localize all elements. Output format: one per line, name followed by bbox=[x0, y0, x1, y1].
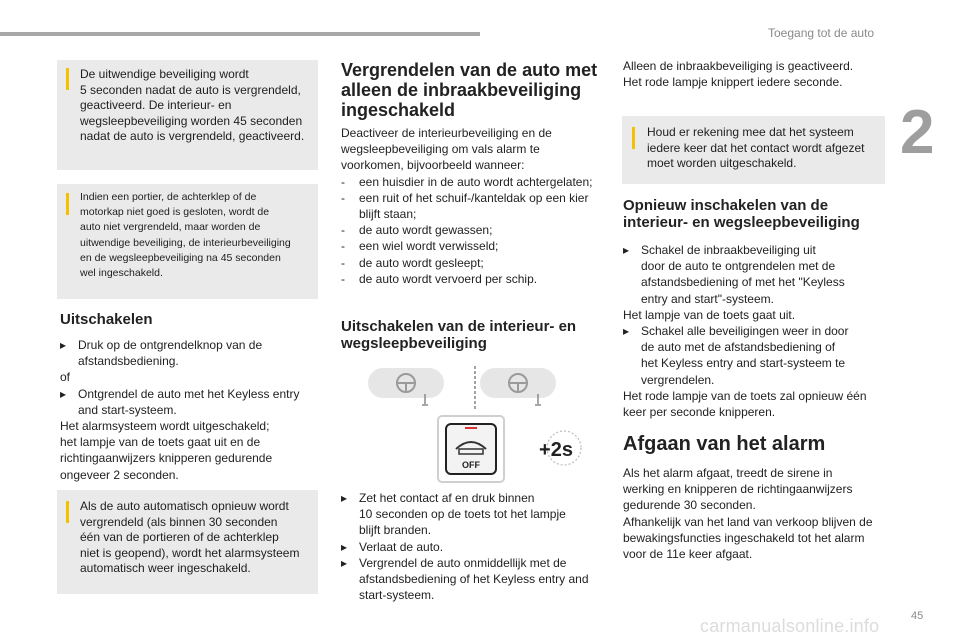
text-line bbox=[60, 418, 320, 434]
list-text: Druk op de ontgrendelknop van de bbox=[78, 338, 263, 352]
text-line: Uitschakelen van de interieur- en bbox=[341, 318, 577, 335]
text-line bbox=[623, 274, 893, 290]
text-line: iedere keer dat het contact wordt afgezet bbox=[647, 140, 865, 155]
list-text: de auto met de afstandsbediening of bbox=[641, 340, 836, 355]
list-text: wegsleepbeveiliging om vals alarm te bbox=[341, 142, 540, 157]
alarm-triggered-text bbox=[623, 465, 893, 562]
heading-disable-interior bbox=[341, 318, 576, 352]
list-text: Vergrendel de auto onmiddellijk met de bbox=[359, 555, 567, 570]
list-text: een wiel wordt verwisseld; bbox=[359, 239, 499, 254]
text-line bbox=[60, 450, 320, 466]
text-line bbox=[341, 587, 606, 603]
text-line bbox=[623, 307, 893, 323]
arrow-marker-icon: ▸ bbox=[623, 243, 630, 257]
list-item bbox=[341, 222, 606, 238]
text-line: en de wegsleepbeveiliging na 45 seconden bbox=[80, 251, 281, 264]
text-line: werking en knipperen de richtingaanwijzers bbox=[623, 482, 853, 497]
text-line bbox=[60, 434, 320, 450]
text-line bbox=[623, 355, 893, 371]
alarm-button-illustration bbox=[368, 364, 584, 494]
text-line: geactiveerd. De interieur- en bbox=[80, 98, 232, 113]
list-text: blijft branden. bbox=[359, 523, 432, 538]
note-text bbox=[80, 499, 299, 577]
text-line bbox=[623, 291, 893, 307]
text-line: Als de auto automatisch opnieuw wordt bbox=[80, 499, 289, 513]
heading-alarm-triggered: Afgaan van het alarm bbox=[623, 433, 826, 455]
note-marker bbox=[66, 193, 69, 215]
chapter-number: 2 bbox=[900, 98, 935, 167]
arrow-marker-icon: ▸ bbox=[341, 539, 348, 554]
text-line bbox=[341, 571, 606, 587]
list-text: de auto wordt gewassen; bbox=[359, 223, 493, 238]
text-line bbox=[341, 125, 606, 141]
dash-marker: - bbox=[341, 239, 345, 254]
list-text: Zet het contact af en druk binnen bbox=[359, 491, 535, 505]
text-line bbox=[341, 522, 606, 538]
text-line: ingeschakeld bbox=[341, 100, 456, 120]
text-line bbox=[60, 353, 320, 369]
text-line: Opnieuw inschakelen van de bbox=[623, 197, 829, 214]
dash-marker: - bbox=[341, 271, 345, 286]
text-line: wegsleepbeveiliging worden 45 seconden bbox=[80, 113, 303, 128]
text-line: voor de 11e keer afgaat. bbox=[623, 547, 753, 562]
text-line: nadat de auto is vergrendeld, geactiveerd. bbox=[80, 129, 305, 144]
text-line bbox=[60, 467, 320, 483]
text-line bbox=[341, 206, 606, 222]
list-text: de auto wordt gesleept; bbox=[359, 255, 484, 270]
text-line: moet worden uitgeschakeld. bbox=[647, 156, 797, 171]
list-item bbox=[623, 242, 893, 258]
list-text: blijft staan; bbox=[359, 207, 417, 222]
list-text: ongeveer 2 seconden. bbox=[60, 467, 179, 482]
list-text: start-systeem. bbox=[359, 588, 435, 603]
list-item bbox=[60, 386, 320, 402]
text-line: niet is geopend), wordt het alarmsysteem bbox=[80, 545, 300, 560]
text-line: 5 seconden nadat de auto is vergrendeld, bbox=[80, 82, 301, 97]
dash-marker: - bbox=[341, 223, 345, 238]
text-line: uitwendige beveiliging, de interieurbeveiliging bbox=[80, 236, 291, 249]
note-marker bbox=[632, 127, 635, 149]
heading-uitschakelen: Uitschakelen bbox=[60, 311, 153, 328]
list-item bbox=[60, 337, 320, 353]
list-text: keer per seconde knipperen. bbox=[623, 405, 776, 420]
list-text: het lampje van de toets gaat uit en de bbox=[60, 435, 261, 450]
note-marker bbox=[66, 68, 69, 90]
note-exterior-protection bbox=[57, 60, 318, 170]
note-auto-relock bbox=[57, 490, 318, 594]
note-text bbox=[80, 67, 304, 145]
list-text: Verlaat de auto. bbox=[359, 539, 444, 554]
text-line: motorkap niet goed is gesloten, wordt de bbox=[80, 206, 270, 219]
text-line bbox=[623, 258, 893, 274]
text-line: Indien een portier, de achterklep of de bbox=[80, 191, 257, 203]
list-text: een huisdier in de auto wordt achtergelaten; bbox=[359, 174, 593, 189]
text-line: interieur- en wegsleepbeveiliging bbox=[623, 214, 860, 231]
list-text: Het alarmsysteem wordt uitgeschakeld; bbox=[60, 419, 270, 434]
arrow-marker-icon: ▸ bbox=[623, 324, 630, 339]
list-item bbox=[341, 174, 606, 190]
text-line: vergrendeld (als binnen 30 seconden bbox=[80, 514, 278, 529]
text-line bbox=[623, 388, 893, 404]
text-line bbox=[60, 402, 320, 418]
text-line bbox=[623, 372, 893, 388]
list-text: 10 seconden op de toets tot het lampje bbox=[359, 507, 566, 522]
dash-marker: - bbox=[341, 255, 345, 270]
disarm-instructions bbox=[60, 337, 320, 483]
car-lock-left-icon bbox=[368, 368, 444, 405]
list-item bbox=[341, 555, 606, 571]
list-text: voorkomen, bijvoorbeeld wanneer: bbox=[341, 158, 525, 173]
section-title: Toegang tot de auto bbox=[768, 26, 875, 40]
list-text: afstandsbediening. bbox=[78, 354, 179, 369]
list-text: Schakel alle beveiligingen weer in door bbox=[641, 324, 849, 339]
text-line: Als het alarm afgaat, treedt de sirene in bbox=[623, 466, 833, 480]
list-text: and start-systeem. bbox=[78, 402, 177, 417]
list-text: Deactiveer de interieurbeveiliging en de bbox=[341, 126, 552, 140]
text-line: Vergrendelen van de auto met bbox=[341, 60, 598, 80]
list-text: Ontgrendel de auto met het Keyless entry bbox=[78, 386, 300, 401]
arrow-marker-icon: ▸ bbox=[341, 555, 348, 570]
alarm-off-button-icon bbox=[438, 416, 504, 482]
note-door-not-closed bbox=[57, 184, 318, 299]
page-number: 45 bbox=[911, 610, 924, 622]
text-line bbox=[341, 506, 606, 522]
text-line bbox=[623, 404, 893, 420]
heading-reactivate bbox=[623, 197, 860, 231]
arrow-marker-icon: ▸ bbox=[60, 386, 67, 401]
disable-steps bbox=[341, 490, 606, 603]
list-text: een ruit of het schuif-/kanteldak op een kier bbox=[359, 190, 589, 205]
text-line: gedurende 30 seconden. bbox=[623, 498, 756, 513]
text-line: Afhankelijk van het land van verkoop blijven de bbox=[623, 514, 873, 529]
list-text: afstandsbediening of met het "Keyless bbox=[641, 275, 845, 290]
text-line bbox=[341, 157, 606, 173]
heading-lock-with-alarm bbox=[341, 60, 597, 120]
dash-marker: - bbox=[341, 190, 345, 205]
list-item bbox=[341, 539, 606, 555]
arrow-marker-icon: ▸ bbox=[341, 491, 348, 505]
header-rule bbox=[0, 32, 480, 36]
watermark: carmanualsonline.info bbox=[700, 616, 880, 636]
list-text: afstandsbediening of het Keyless entry and bbox=[359, 572, 589, 587]
list-item bbox=[341, 190, 606, 206]
list-text: Het lampje van de toets gaat uit. bbox=[623, 307, 796, 322]
text-line bbox=[341, 141, 606, 157]
list-text: entry and start"-systeem. bbox=[641, 291, 774, 306]
note-text bbox=[647, 125, 864, 172]
list-text: de auto wordt vervoerd per schip. bbox=[359, 271, 538, 286]
text-line: auto niet vergrendeld, maar worden de bbox=[80, 221, 261, 234]
list-item bbox=[341, 271, 606, 287]
text-line bbox=[623, 339, 893, 355]
off-label: OFF bbox=[462, 460, 480, 470]
text-line: Het rode lampje knippert iedere seconde. bbox=[623, 75, 843, 90]
note-marker bbox=[66, 501, 69, 523]
arrow-marker-icon: ▸ bbox=[60, 338, 67, 352]
list-item bbox=[623, 323, 893, 339]
list-text: richtingaanwijzers knipperen gedurende bbox=[60, 451, 273, 466]
text-line: bewakingsfuncties ingeschakeld tot het alarm bbox=[623, 530, 865, 545]
list-text: Het rode lampje van de toets zal opnieuw één bbox=[623, 388, 867, 403]
list-item bbox=[341, 490, 606, 506]
list-text: of bbox=[60, 370, 71, 385]
text-line bbox=[60, 369, 320, 385]
list-text: door de auto te ontgrendelen met de bbox=[641, 259, 836, 274]
text-line: wegsleepbeveiliging bbox=[341, 335, 487, 352]
note-every-ignition bbox=[622, 116, 885, 184]
text-line: Houd er rekening mee dat het systeem bbox=[647, 125, 854, 139]
timer-label: +2s bbox=[539, 439, 573, 461]
text-line: wel ingeschakeld. bbox=[80, 267, 163, 280]
alarm-intro bbox=[623, 58, 893, 90]
text-line: één van de portieren of de achterklep bbox=[80, 530, 279, 545]
text-line: automatisch weer ingeschakeld. bbox=[80, 561, 251, 576]
deactivate-instructions bbox=[341, 125, 606, 287]
text-line: De uitwendige beveiliging wordt bbox=[80, 67, 249, 81]
note-text bbox=[80, 190, 291, 281]
car-lock-right-icon bbox=[480, 368, 556, 405]
list-text: Schakel de inbraakbeveiliging uit bbox=[641, 243, 816, 257]
reactivate-instructions bbox=[623, 242, 893, 420]
list-text: vergrendelen. bbox=[641, 372, 715, 387]
timer-icon bbox=[539, 431, 581, 465]
list-item bbox=[341, 238, 606, 254]
text-line: alleen de inbraakbeveiliging bbox=[341, 80, 582, 100]
list-text: het Keyless entry and start-systeem te bbox=[641, 356, 846, 371]
dash-marker: - bbox=[341, 174, 345, 189]
text-line: Alleen de inbraakbeveiliging is geactiveerd. bbox=[623, 59, 854, 73]
list-item bbox=[341, 255, 606, 271]
